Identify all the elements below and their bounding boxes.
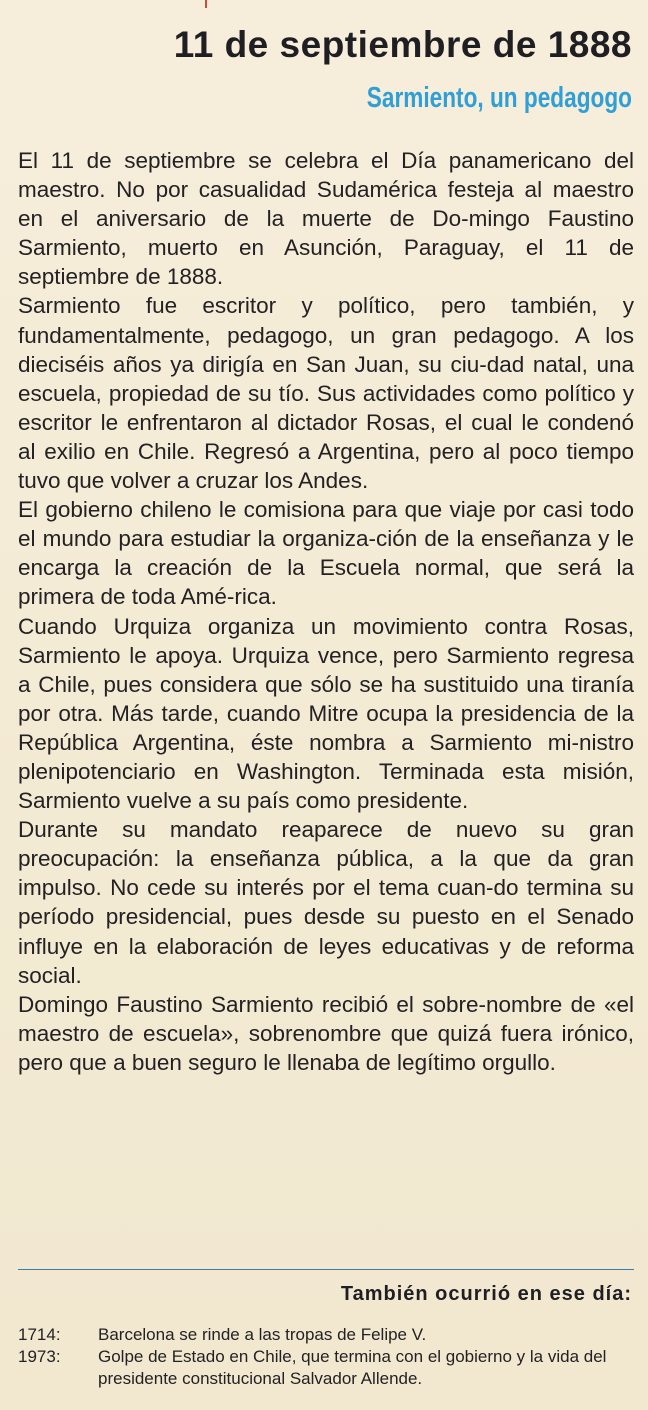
top-margin-mark bbox=[205, 0, 207, 8]
article-body bbox=[18, 146, 634, 1077]
page-title: 11 de septiembre de 1888 bbox=[173, 24, 632, 65]
paragraph-3: El gobierno chileno le comisiona para que viaje por casi todo el mundo para estudiar la organiza-ción de la enseñanza y le encarga la creación de la Escuela normal, que será la primera de toda Amé-rica. bbox=[18, 497, 634, 610]
event-year: 1714: bbox=[18, 1325, 61, 1344]
paragraph-6: Domingo Faustino Sarmiento recibió el sobre-nombre de «el maestro de escuela», sobrenombre que quizá fuera irónico, pero que a buen seguro le llenaba de legítimo orgullo. bbox=[18, 991, 634, 1075]
event-text: Golpe de Estado en Chile, que termina con el gobierno y la vida del presidente constitucional Salvador Allende. bbox=[98, 1347, 607, 1388]
event-year: 1973: bbox=[18, 1347, 61, 1366]
section-divider bbox=[18, 1269, 634, 1270]
event-item bbox=[18, 1324, 638, 1346]
paragraph-5: Durante su mandato reaparece de nuevo su gran preocupación: la enseñanza pública, a la que da gran impulso. No cede su interés por el tema cuan-do termina su período presidencial, pues desde su puesto en el Senado influye en la elaboración de leyes educativas y de reforma social. bbox=[18, 817, 634, 988]
article-subtitle: Sarmiento, un pedagogo bbox=[366, 82, 632, 114]
events-list bbox=[18, 1324, 638, 1390]
event-item bbox=[18, 1346, 638, 1390]
event-text: Barcelona se rinde a las tropas de Felipe V. bbox=[98, 1325, 427, 1344]
paragraph-2: Sarmiento fue escritor y político, pero también, y fundamentalmente, pedagogo, un gran pedagogo. A los dieciséis años ya dirigía en San Juan, su ciu-dad natal, una escuela, propiedad de su tío. Sus actividades como político y escritor le enfrentaron al dictador Rosas, el cual le condenó al exilio en Chile. Regresó a Argentina, pero al poco tiempo tuvo que volver a cruzar los Andes. bbox=[18, 293, 634, 494]
paragraph-1: El 11 de septiembre se celebra el Día panamericano del maestro. No por casualidad Sudamérica festeja al maestro en el aniversario de la muerte de Do-mingo Faustino Sarmiento, muerto en Asunción, Paraguay, el 11 de septiembre de 1888. bbox=[18, 148, 634, 290]
paragraph-4: Cuando Urquiza organiza un movimiento contra Rosas, Sarmiento le apoya. Urquiza vence, pero Sarmiento regresa a Chile, pues considera que sólo se ha sustituido una tiranía por otra. Más tarde, cuando Mitre ocupa la presidencia de la República Argentina, éste nombra a Sarmiento mi-nistro plenipotenciario en Washington. Terminada esta misión, Sarmiento vuelve a su país como presidente. bbox=[18, 613, 634, 814]
also-happened-heading: También ocurrió en ese día: bbox=[340, 1283, 632, 1305]
